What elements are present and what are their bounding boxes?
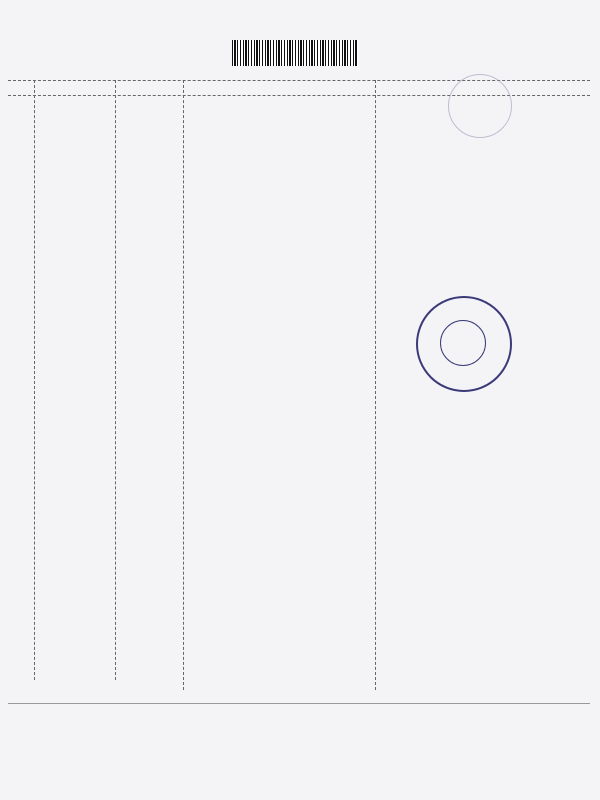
table-bottom-rule	[8, 703, 590, 704]
school-stamp	[416, 296, 512, 392]
barcode	[232, 40, 358, 66]
table-top-rule	[8, 80, 590, 81]
stamp-inner-ring	[440, 320, 486, 366]
col-divider	[34, 80, 35, 680]
col-divider	[183, 80, 184, 690]
col-divider	[375, 80, 376, 690]
faded-stamp	[448, 74, 512, 138]
col-divider	[115, 80, 116, 680]
